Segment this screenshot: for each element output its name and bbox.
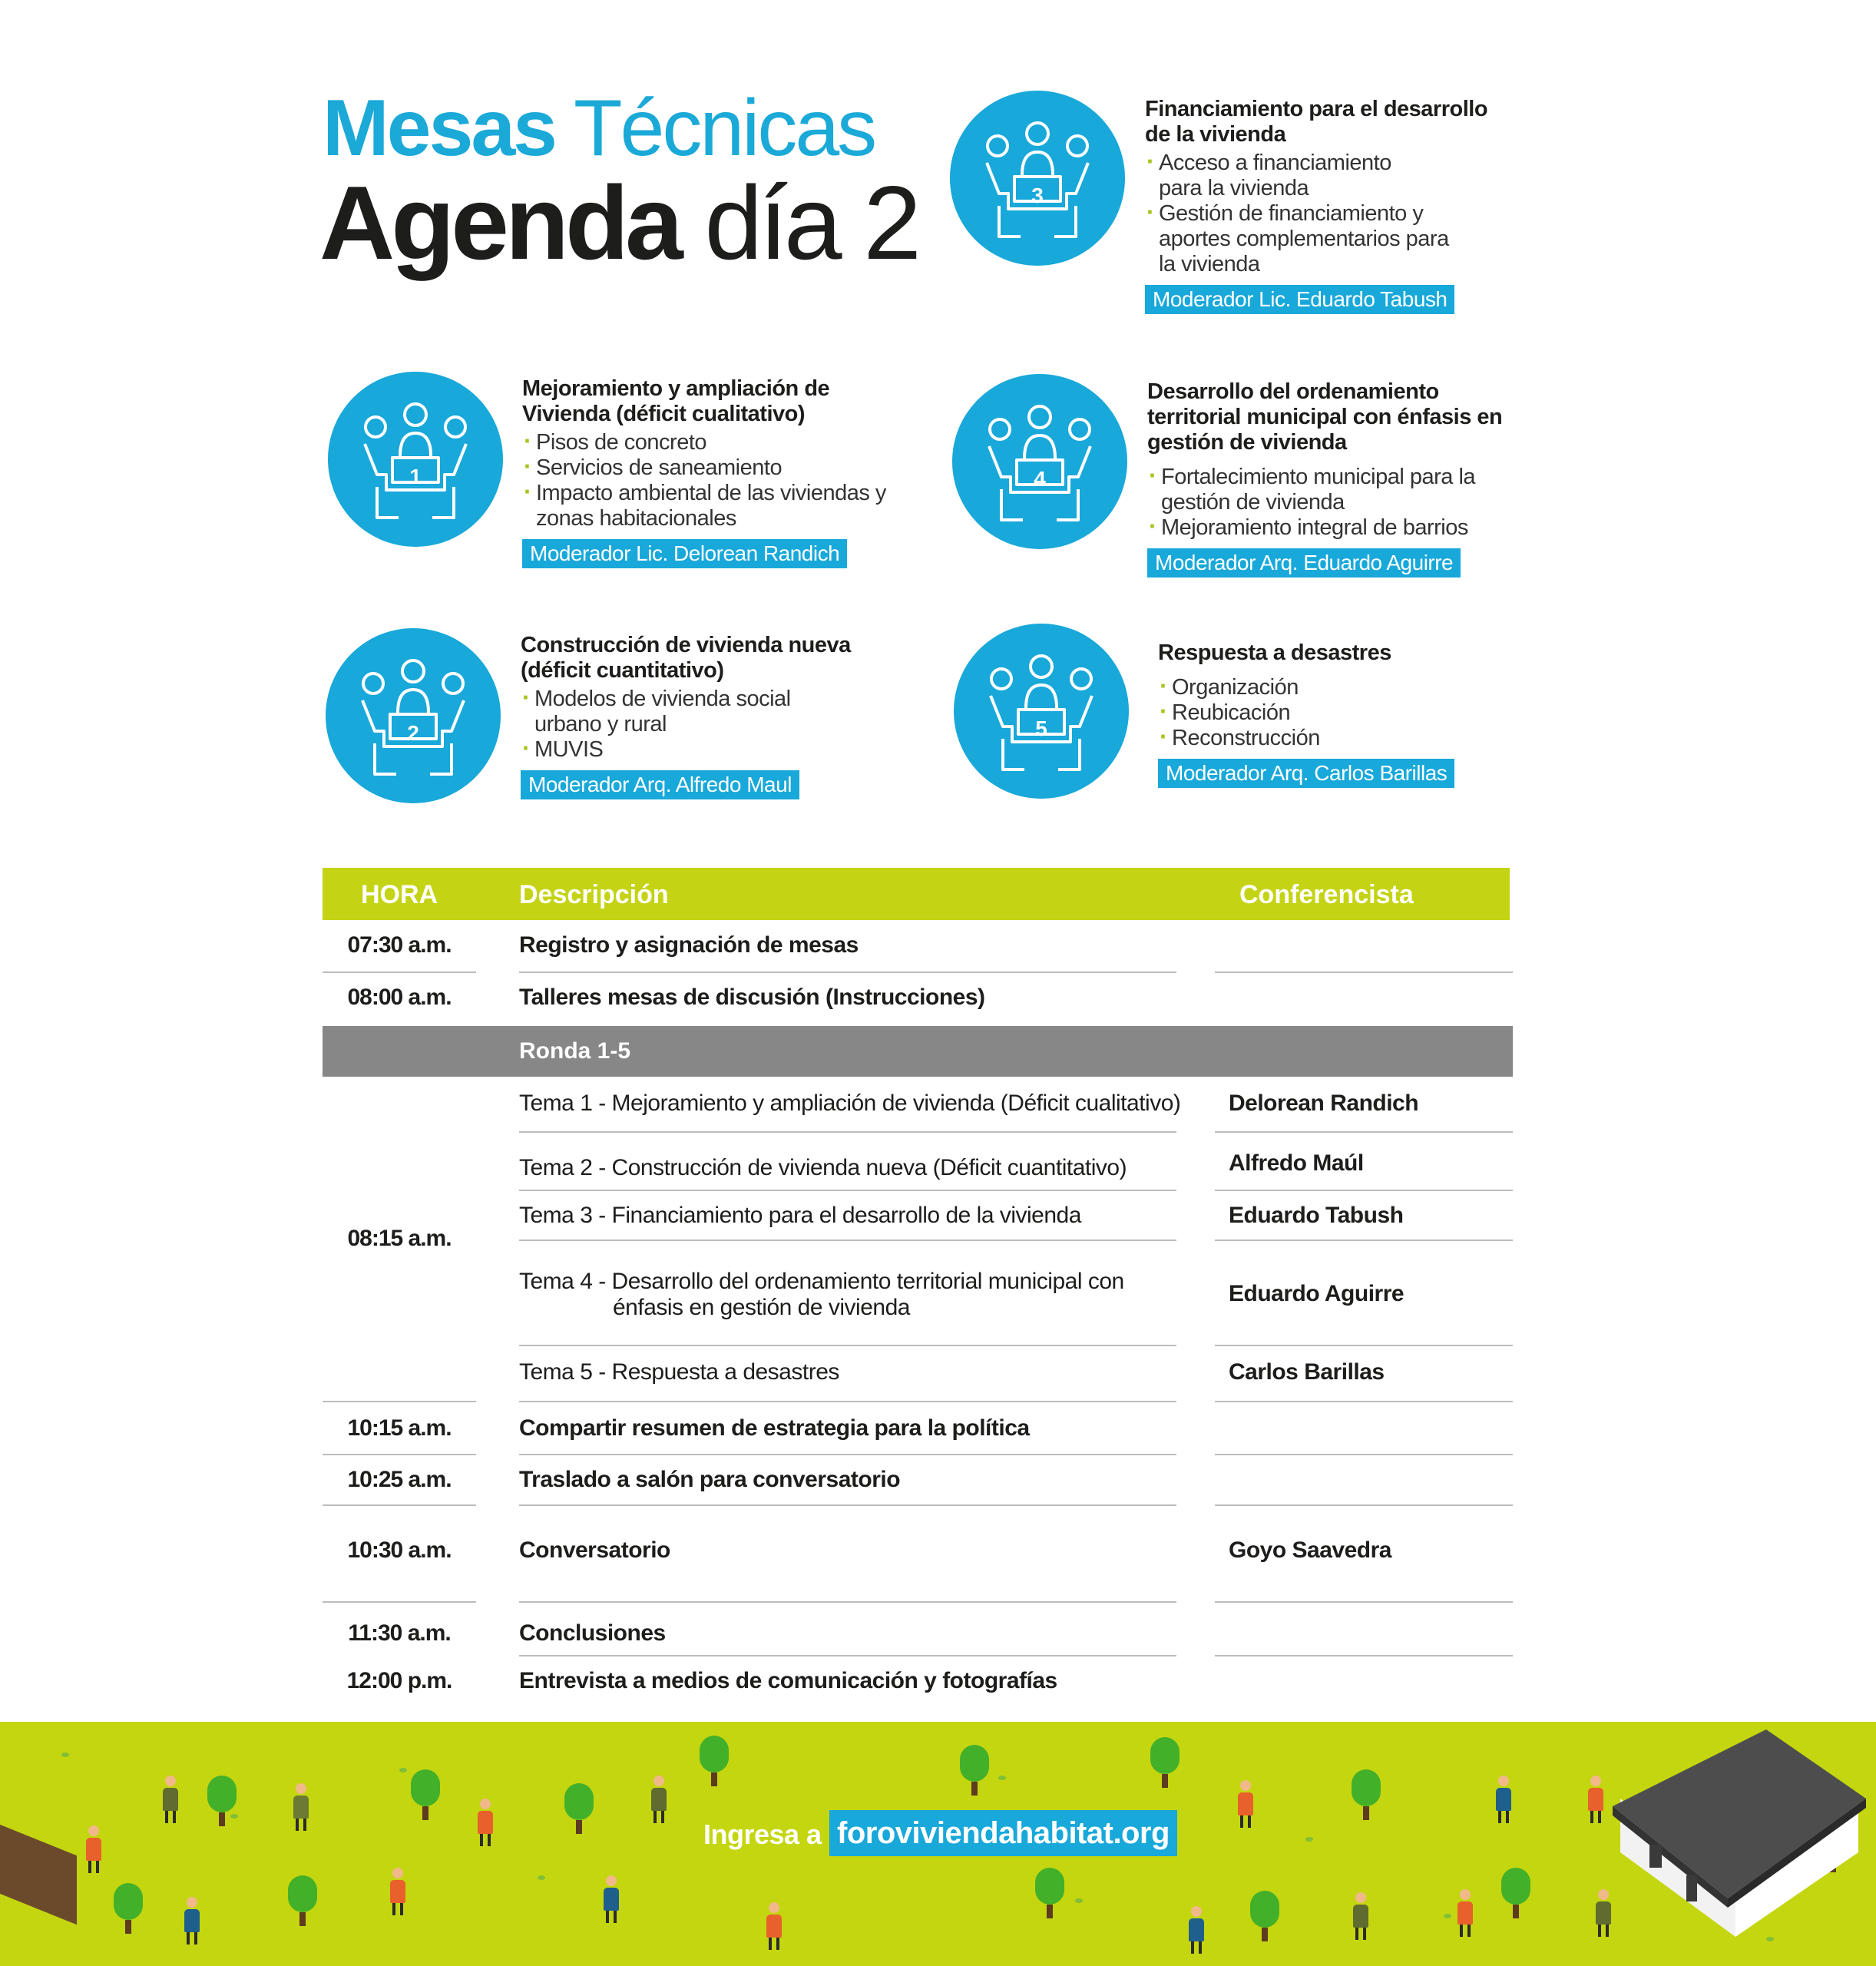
row-divider xyxy=(519,1504,1176,1506)
mesa-3-moderator: Moderador Lic. Eduardo Tabush xyxy=(1145,285,1454,314)
tree-icon xyxy=(1501,1868,1530,1918)
grass-mark xyxy=(998,1776,1006,1780)
person-figure xyxy=(1496,1776,1511,1823)
tree-icon xyxy=(411,1769,440,1820)
grass-mark xyxy=(61,1753,69,1757)
meeting-table-icon xyxy=(954,624,1129,799)
grass-mark xyxy=(1075,1898,1083,1903)
mesa-2-title: Construcción de vivienda nueva (déficit cuantitativo) xyxy=(521,633,851,683)
person-figure xyxy=(766,1902,782,1950)
table-row-time: 08:00 a.m. xyxy=(347,985,452,1010)
header-conferencista: Conferencista xyxy=(1239,880,1414,909)
grass-mark xyxy=(1305,1837,1313,1842)
table-row-desc: Talleres mesas de discusión (Instrucciones) xyxy=(519,985,985,1010)
svg-text:5: 5 xyxy=(1035,717,1047,740)
table-row-time: 11:30 a.m. xyxy=(348,1620,451,1646)
svg-text:4: 4 xyxy=(1034,467,1046,491)
row-divider xyxy=(519,1240,1176,1241)
tree-icon xyxy=(700,1736,729,1786)
tema-desc: Tema 3 - Financiamiento para el desarrollo de la vivienda xyxy=(519,1203,1081,1228)
row-divider xyxy=(1215,1190,1513,1191)
house-icon xyxy=(1613,1729,1866,1937)
svg-text:3: 3 xyxy=(1031,184,1044,207)
table-row-desc: Conclusiones xyxy=(519,1620,666,1646)
mesa-1-icon xyxy=(328,372,503,547)
tema-desc: Tema 4 - Desarrollo del ordenamiento territorial municipal con xyxy=(519,1269,1124,1294)
person-figure xyxy=(478,1799,493,1846)
row-divider xyxy=(519,1601,1176,1603)
agenda-table-header xyxy=(323,868,1510,920)
mesa-4-title: Desarrollo del ordenamiento territorial municipal con énfasis en gestión de vivienda xyxy=(1147,379,1503,455)
tree-icon xyxy=(564,1783,594,1834)
person-figure xyxy=(184,1897,200,1944)
ronda-label: Ronda 1-5 xyxy=(519,1038,631,1064)
mesa-5-moderator: Moderador Arq. Carlos Barillas xyxy=(1158,759,1454,788)
row-divider xyxy=(519,1401,1176,1402)
ronda-time: 08:15 a.m. xyxy=(347,1226,452,1251)
row-divider xyxy=(519,971,1176,973)
person-figure xyxy=(390,1868,405,1915)
meeting-table-icon xyxy=(950,91,1125,266)
mesa-3-icon xyxy=(950,91,1125,266)
list-item: · Servicios de saneamiento xyxy=(522,455,906,481)
row-divider xyxy=(1215,1655,1513,1657)
tema-desc-continued: énfasis en gestión de vivienda xyxy=(613,1295,910,1320)
mesa-1-card xyxy=(522,376,906,568)
tema-speaker: Eduardo Tabush xyxy=(1229,1203,1404,1228)
grass-mark xyxy=(1766,1937,1774,1941)
meeting-table-icon xyxy=(326,628,501,803)
row-divider xyxy=(323,1504,476,1506)
mesa-5-card xyxy=(1158,640,1511,788)
person-figure xyxy=(163,1776,178,1823)
list-item: · MUVIS xyxy=(521,737,889,763)
person-figure xyxy=(1189,1906,1204,1954)
mesa-4-card xyxy=(1147,379,1516,578)
table-row-time: 10:30 a.m. xyxy=(347,1537,452,1563)
title-line-2 xyxy=(319,164,918,281)
list-item: · Acceso a financiamiento para la vivienda xyxy=(1145,151,1412,201)
mesa-5-title: Respuesta a desastres xyxy=(1158,640,1391,665)
person-figure xyxy=(293,1783,309,1831)
table-row-speaker: Goyo Saavedra xyxy=(1229,1537,1391,1563)
ronda-bar xyxy=(323,1026,1513,1077)
person-figure xyxy=(86,1825,101,1873)
tema-desc: Tema 5 - Respuesta a desastres xyxy=(519,1359,839,1385)
mesa-1-bullets xyxy=(522,430,906,531)
soil-patch xyxy=(0,1819,77,1925)
list-item: · Mejoramiento integral de barrios xyxy=(1147,515,1516,541)
mesa-2-icon xyxy=(326,628,501,803)
tema-speaker: Alfredo Maúl xyxy=(1229,1150,1364,1176)
tree-icon xyxy=(1150,1737,1180,1788)
mesa-2-moderator: Moderador Arq. Alfredo Maul xyxy=(521,770,799,799)
row-divider xyxy=(1215,1504,1513,1506)
list-item: · Fortalecimiento municipal para la gestión de vivienda xyxy=(1147,465,1499,515)
list-item: · Modelos de vivienda social urbano y rural xyxy=(521,687,811,737)
row-divider xyxy=(1215,1601,1513,1603)
list-item: · Organización xyxy=(1158,675,1511,700)
title-mesas: Mesas xyxy=(323,84,555,173)
person-figure xyxy=(1353,1892,1368,1940)
row-divider xyxy=(1215,1345,1513,1346)
mesa-1-moderator: Moderador Lic. Delorean Randich xyxy=(522,539,847,568)
tema-desc: Tema 2 - Construcción de vivienda nueva (Déficit cuantitativo) xyxy=(519,1155,1127,1180)
tree-icon xyxy=(960,1745,989,1796)
row-divider xyxy=(323,1401,476,1402)
mesa-2-bullets xyxy=(521,687,889,763)
row-divider xyxy=(1215,1240,1513,1241)
tema-desc: Tema 1 - Mejoramiento y ampliación de vivienda (Déficit cualitativo) xyxy=(519,1091,1181,1116)
tema-speaker: Eduardo Aguirre xyxy=(1229,1281,1405,1306)
row-divider xyxy=(323,1454,476,1455)
row-divider xyxy=(519,1454,1176,1455)
table-row-time: 10:25 a.m. xyxy=(347,1467,452,1492)
svg-text:1: 1 xyxy=(409,465,422,488)
person-figure xyxy=(1588,1776,1603,1823)
tree-icon xyxy=(1035,1868,1064,1918)
table-row-desc: Compartir resumen de estrategia para la política xyxy=(519,1415,1030,1441)
list-item: · Reubicación xyxy=(1158,700,1511,726)
list-item: · Reconstrucción xyxy=(1158,726,1511,751)
grass-mark xyxy=(1444,1914,1451,1918)
meeting-table-icon xyxy=(328,372,503,547)
list-item: · Impacto ambiental de las viviendas y zonas habitacionales xyxy=(522,481,905,531)
person-figure xyxy=(1238,1780,1253,1828)
table-row-desc: Traslado a salón para conversatorio xyxy=(519,1467,901,1492)
title-dia: día 2 xyxy=(704,164,918,281)
row-divider xyxy=(1215,1401,1513,1402)
header-hora: HORA xyxy=(361,880,438,909)
row-divider xyxy=(519,1131,1176,1133)
table-row-time: 07:30 a.m. xyxy=(347,932,452,958)
mesa-2-card xyxy=(521,633,889,799)
tree-icon xyxy=(288,1875,317,1926)
table-row-time: 12:00 p.m. xyxy=(346,1668,452,1693)
tree-icon xyxy=(114,1883,143,1934)
list-item: · Gestión de financiamiento y aportes complementarios para la vivienda xyxy=(1145,201,1451,277)
mesa-3-title: Financiamiento para el desarrollo de la vivienda xyxy=(1145,97,1488,147)
tree-icon xyxy=(207,1776,237,1826)
mesa-4-moderator: Moderador Arq. Eduardo Aguirre xyxy=(1147,548,1461,578)
person-figure xyxy=(1457,1889,1473,1937)
row-divider xyxy=(519,1345,1176,1346)
row-divider xyxy=(1215,971,1513,973)
cta-label: Ingresa a xyxy=(703,1819,822,1850)
row-divider xyxy=(323,1601,476,1603)
row-divider xyxy=(1215,1454,1513,1455)
title-tecnicas: Técnicas xyxy=(574,84,875,173)
row-divider xyxy=(519,1655,1176,1657)
list-item: · Pisos de concreto xyxy=(522,430,906,455)
title-line-1 xyxy=(323,84,875,173)
mesa-3-card xyxy=(1145,97,1498,314)
person-figure xyxy=(1596,1889,1611,1937)
table-row-desc: Conversatorio xyxy=(519,1537,670,1563)
tree-icon xyxy=(1352,1769,1381,1820)
tema-speaker: Carlos Barillas xyxy=(1229,1359,1385,1385)
mesa-4-icon xyxy=(952,374,1127,549)
table-row-desc: Entrevista a medios de comunicación y fotografías xyxy=(519,1668,1057,1693)
grass-mark xyxy=(538,1875,545,1880)
grass-mark xyxy=(399,1768,407,1772)
table-row-desc: Registro y asignación de mesas xyxy=(519,932,859,958)
mesa-4-bullets xyxy=(1147,465,1516,541)
row-divider xyxy=(323,971,476,973)
row-divider xyxy=(519,1190,1176,1191)
tree-icon xyxy=(1250,1891,1279,1941)
mesa-5-bullets xyxy=(1158,675,1511,751)
table-row-time: 10:15 a.m. xyxy=(347,1415,452,1441)
header-descripcion: Descripción xyxy=(519,880,669,909)
mesa-1-title: Mejoramiento y ampliación de Vivienda (déficit cualitativo) xyxy=(522,376,830,426)
mesa-3-bullets xyxy=(1145,151,1498,277)
svg-text:2: 2 xyxy=(407,721,419,745)
person-figure xyxy=(604,1875,619,1923)
meeting-table-icon xyxy=(952,374,1127,549)
person-figure xyxy=(651,1776,667,1823)
website-link[interactable]: foroviviendahabitat.org xyxy=(829,1810,1177,1856)
mesa-5-icon xyxy=(954,624,1129,799)
row-divider xyxy=(1215,1131,1513,1133)
title-agenda: Agenda xyxy=(319,164,680,281)
tema-speaker: Delorean Randich xyxy=(1229,1091,1419,1116)
